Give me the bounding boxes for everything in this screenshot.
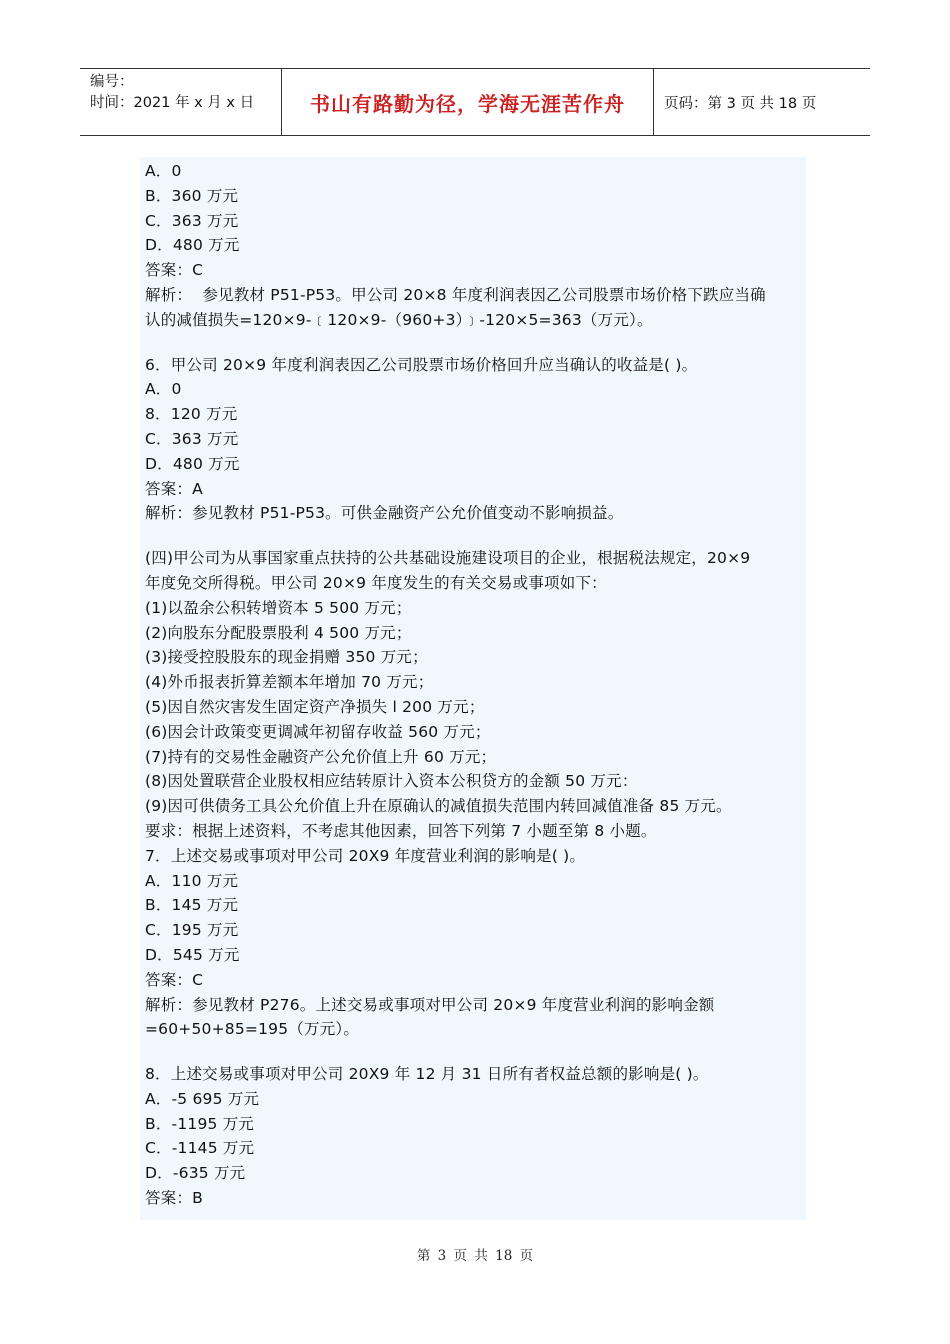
text-line: (2)向股东分配股票股利 4 500 万元； <box>145 623 412 642</box>
text-line: 答案：C <box>145 970 204 989</box>
text-line: 解析：参见教材 P51-P53。可供金融资产公允价值变动不影响损益。 <box>145 504 624 523</box>
text-line: D．480 万元 <box>145 236 240 255</box>
text-line: (4)外币报表折算差额本年增加 70 万元； <box>145 673 434 692</box>
header-meta <box>80 69 282 135</box>
text-line: C．363 万元 <box>145 429 239 448</box>
code-label: 编号： <box>90 74 134 90</box>
text-line: 6．甲公司 20×9 年度利润表因乙公司股票市场价格回升应当确认的收益是( )。 <box>145 355 698 374</box>
text-line: =60+50+85=195（万元）。 <box>145 1020 360 1039</box>
text-line: B．360 万元 <box>145 186 239 205</box>
text-line: A．0 <box>145 380 182 399</box>
text-line: B．-1195 万元 <box>145 1114 255 1133</box>
text-line: (6)因会计政策变更调减年初留存收益 560 万元； <box>145 722 491 741</box>
text-line: 年度免交所得税。甲公司 20×9 年度发生的有关交易或事项如下： <box>145 573 607 592</box>
text-line: C．363 万元 <box>145 211 239 230</box>
text-line: (7)持有的交易性金融资产公允价值上升 60 万元； <box>145 747 497 766</box>
text-line: A．110 万元 <box>145 871 239 890</box>
header-motto: 书山有路勤为径，学海无涯苦作舟 <box>282 69 654 135</box>
text-line: (四)甲公司为从事国家重点扶持的公共基础设施建设项目的企业，根据税法规定，20×9 <box>145 549 751 568</box>
text-line: 解析： 参见教材 P51-P53。甲公司 20×8 年度利润表因乙公司股票市场价格下跌应当确 <box>145 285 766 304</box>
page-header <box>80 68 870 136</box>
text-line: D．-635 万元 <box>145 1164 246 1183</box>
text-line: (9)因可供债务工具公允价值上升在原确认的减值损失范围内转回减值准备 85 万元。 <box>145 797 732 816</box>
text-line: 8．120 万元 <box>145 405 238 424</box>
page-footer: 第 3 页 共 18 页 <box>416 1248 534 1264</box>
text-line: C．195 万元 <box>145 921 239 940</box>
header-page-code: 页码：第 3 页 共 18 页 <box>664 95 817 112</box>
paragraph-gap <box>145 526 806 546</box>
text-line: (5)因自然灾害发生固定资产净损失 l 200 万元； <box>145 697 485 716</box>
text-line: 答案：A <box>145 479 203 498</box>
text-line: B．145 万元 <box>145 896 239 915</box>
text-line: (1)以盈余公积转增资本 5 500 万元； <box>145 598 412 617</box>
text-line: D．545 万元 <box>145 945 240 964</box>
text-line: 认的减值损失=120×9-﹝120×9-（960+3）﹞-120×5=363（万元）。 <box>145 310 653 329</box>
text-line: 答案：B <box>145 1189 203 1208</box>
text-line: (3)接受控股股东的现金捐赠 350 万元； <box>145 648 428 667</box>
text-line: (8)因处置联营企业股权相应结转原计入资本公积贷方的金额 50 万元： <box>145 772 638 791</box>
paragraph-gap <box>145 333 806 353</box>
text-line: D．480 万元 <box>145 454 240 473</box>
paragraph-gap <box>145 1042 806 1062</box>
text-line: 7．上述交易或事项对甲公司 20X9 年度营业利润的影响是( )。 <box>145 846 586 865</box>
time-label: 时间：2021 年 x 月 x 日 <box>90 95 255 111</box>
text-line: C．-1145 万元 <box>145 1139 255 1158</box>
text-line: A．0 <box>145 162 182 180</box>
text-line: 8．上述交易或事项对甲公司 20X9 年 12 月 31 日所有者权益总额的影响是( )。 <box>145 1065 709 1084</box>
document-body <box>140 157 806 1220</box>
text-line: A．-5 695 万元 <box>145 1089 260 1108</box>
text-line: 答案：C <box>145 261 204 280</box>
text-line: 要求：根据上述资料，不考虑其他因素，回答下列第 7 小题至第 8 小题。 <box>145 821 657 840</box>
text-line: 解析：参见教材 P276。上述交易或事项对甲公司 20×9 年度营业利润的影响金额 <box>145 995 715 1014</box>
